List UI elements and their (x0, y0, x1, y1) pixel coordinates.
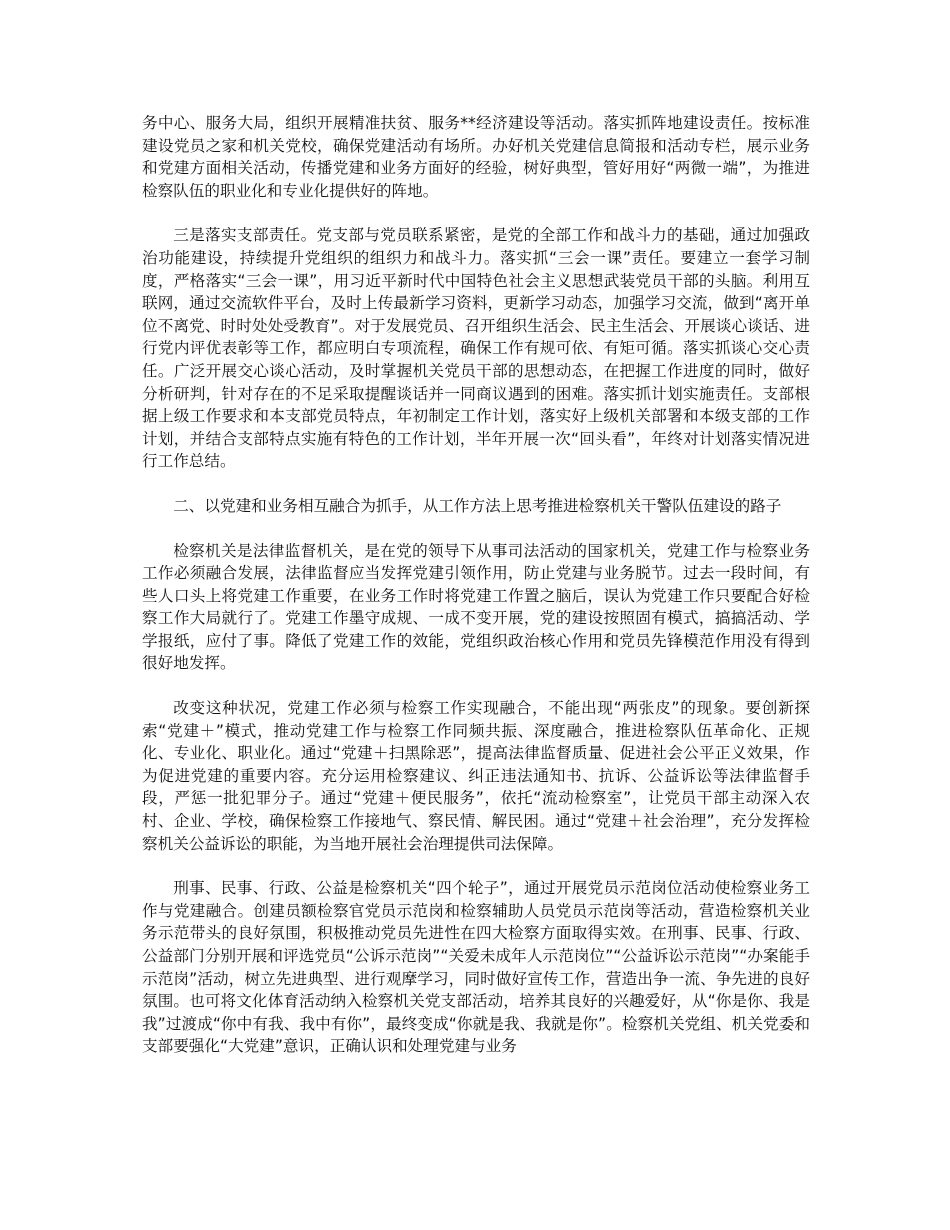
section-heading-integration: 二、以党建和业务相互融合为抓手，从工作方法上思考推进检察机关干警队伍建设的路子 (173, 496, 782, 515)
paragraph-party-building-plus: 改变这种状况，党建工作必须与检察工作实现融合，不能出现“两张皮”的现象。要创新探索“党建＋”模式，推动党建工作与检察工作同频共振、深度融合，推进检察队伍革命化、正规化、专业化、职业化。通过“党建＋扫黑除恶”，提高法律监督质量、促进社会公平正义效果，作为促进党建的重要内容。充分运用检察建议、纠正违法通知书、抗诉、公益诉讼等法律监督手段，严惩一批犯罪分子。通过“党建＋便民服务”，依托“流动检察室”，让党员干部主动深入农村、企业、学校，确保检察工作接地气、察民情、解民困。通过“党建＋社会治理”，充分发挥检察机关公益诉讼的职能，为当地开展社会治理提供司法保障。 (142, 699, 810, 853)
paragraph-branch-responsibility: 三是落实支部责任。党支部与党员联系紧密，是党的全部工作和战斗力的基础，通过加强政治功能建设，持续提升党组织的组织力和战斗力。落实抓“三会一课”责任。要建立一套学习制度，严格落实“三会一课”，用习近平新时代中国特色社会主义思想武装党员干部的头脑。利用互联网，通过交流软件平台，及时上传最新学习资料，更新学习动态，加强学习交流，做到“离开单位不离党、时时处处受教育”。对于发展党员、召开组织生活会、民主生活会、开展谈心谈话、进行党内评优表彰等工作，都应明白专项流程，确保工作有规可依、有矩可循。落实抓谈心交心责任。广泛开展交心谈心活动，及时掌握机关党员干部的思想动态，在把握工作进度的同时，做好分析研判，针对存在的不足采取提醒谈话并一同商议遇到的困难。落实抓计划实施责任。支部根据上级工作要求和本支部党员特点，年初制定工作计划，落实好上级机关部署和本级支部的工作计划，并结合支部特点实施有特色的工作计划，半年开展一次“回头看”，年终对计划落实情况进行工作总结。 (142, 226, 810, 471)
paragraph-four-wheels: 刑事、民事、行政、公益是检察机关“四个轮子”，通过开展党员示范岗位活动使检察业务工作与党建融合。创建员额检察官党员示范岗和检察辅助人员党员示范岗等活动，营造检察机关业务示范带头的良好氛围，积极推动党员先进性在四大检察方面取得实效。在刑事、民事、行政、公益部门分别开展和评选党员“公诉示范岗”“关爱未成年人示范岗位”“公益诉讼示范岗”“办案能手示范岗”活动，树立先进典型、进行观摩学习，同时做好宣传工作，营造出争一流、争先进的良好氛围。也可将文化体育活动纳入检察机关党支部活动，培养其良好的兴趣爱好，从“你是你、我是我”过渡成“你中有我、我中有你”，最终变成“你就是我、我就是你”。检察机关党组、机关党委和支部要强化“大党建”意识，正确认识和处理党建与业务 (142, 879, 810, 1056)
document-page (142, 112, 810, 1058)
paragraph-procuratorate-role: 检察机关是法律监督机关，是在党的领导下从事司法活动的国家机关，党建工作与检察业务工作必须融合发展，法律监督应当发挥党建引领作用，防止党建与业务脱节。过去一段时间，有些人口头上将党建工作重要，在业务工作时将党建工作置之脑后，误认为党建工作只要配合好检察工作大局就行了。党建工作墨守成规、一成不变开展，党的建设按照固有模式，搞搞活动、学学报纸，应付了事。降低了党建工作的效能，党组织政治核心作用和党员先锋模范作用没有得到很好地发挥。 (142, 541, 810, 673)
paragraph-positional-construction: 务中心、服务大局，组织开展精准扶贫、服务**经济建设等活动。落实抓阵地建设责任。按标准建设党员之家和机关党校，确保党建活动有场所。办好机关党建信息简报和活动专栏，展示业务和党建方面相关活动，传播党建和业务方面好的经验，树好典型，管好用好“两微一端”，为推进检察队伍的职业化和专业化提供好的阵地。 (142, 114, 810, 200)
